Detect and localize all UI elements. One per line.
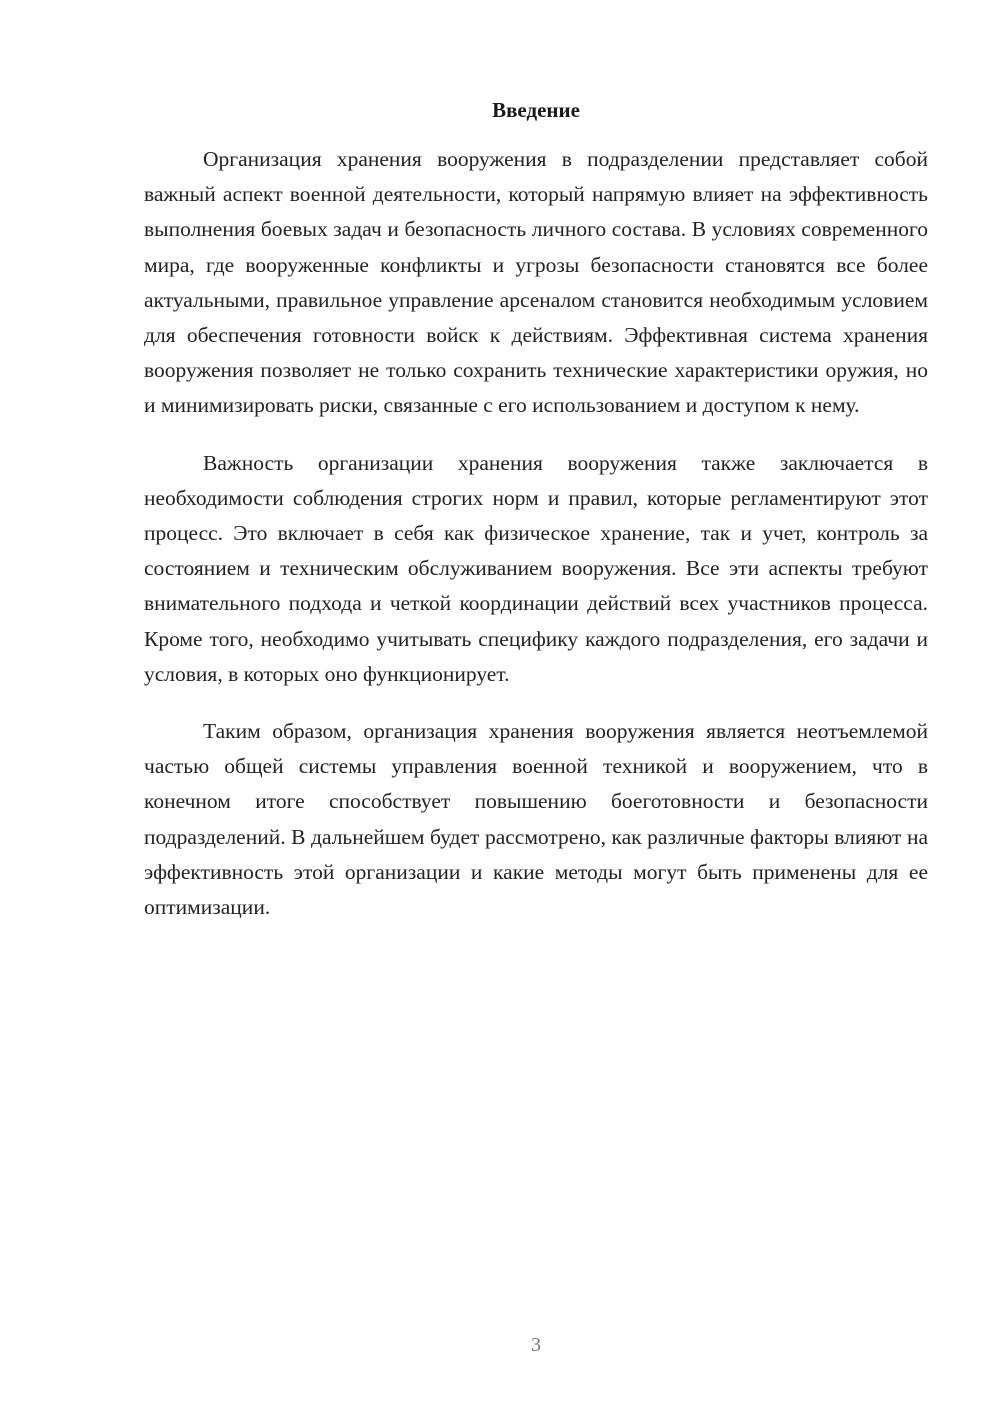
paragraph-1: Организация хранения вооружения в подразделении представляет собой важный аспект военной деятельности, который напрямую влияет на эффективность выполнения боевых задач и безопасность личного состава. В условиях современного мира, где вооруженные конфликты и угрозы безопасности становятся все более актуальными, правильное управление арсеналом становится необходимым условием для обеспечения готовности войск к действиям. Эффективная система хранения вооружения позволяет не только сохранить технические характеристики оружия, но и минимизировать риски, связанные с его использованием и доступом к нему. [144,147,928,418]
page-number: 3 [531,1334,541,1356]
section-heading: Введение [492,98,580,122]
paragraph-2: Важность организации хранения вооружения также заключается в необходимости соблюдения строгих норм и правил, которые регламентируют этот процесс. Это включает в себя как физическое хранение, так и учет, контроль за состоянием и техническим обслуживанием вооружения. Все эти аспекты требуют внимательного подхода и четкой координации действий всех участников процесса. Кроме того, необходимо учитывать специфику каждого подразделения, его задачи и условия, в которых оно функционирует. [144,450,928,686]
paragraph-3: Таким образом, организация хранения вооружения является неотъемлемой частью общей системы управления военной техникой и вооружением, что в конечном итоге способствует повышению боеготовности и безопасности подразделений. В дальнейшем будет рассмотрено, как различные факторы влияют на эффективность этой организации и какие методы могут быть применены для ее оптимизации. [144,719,928,920]
body-text [144,142,928,947]
